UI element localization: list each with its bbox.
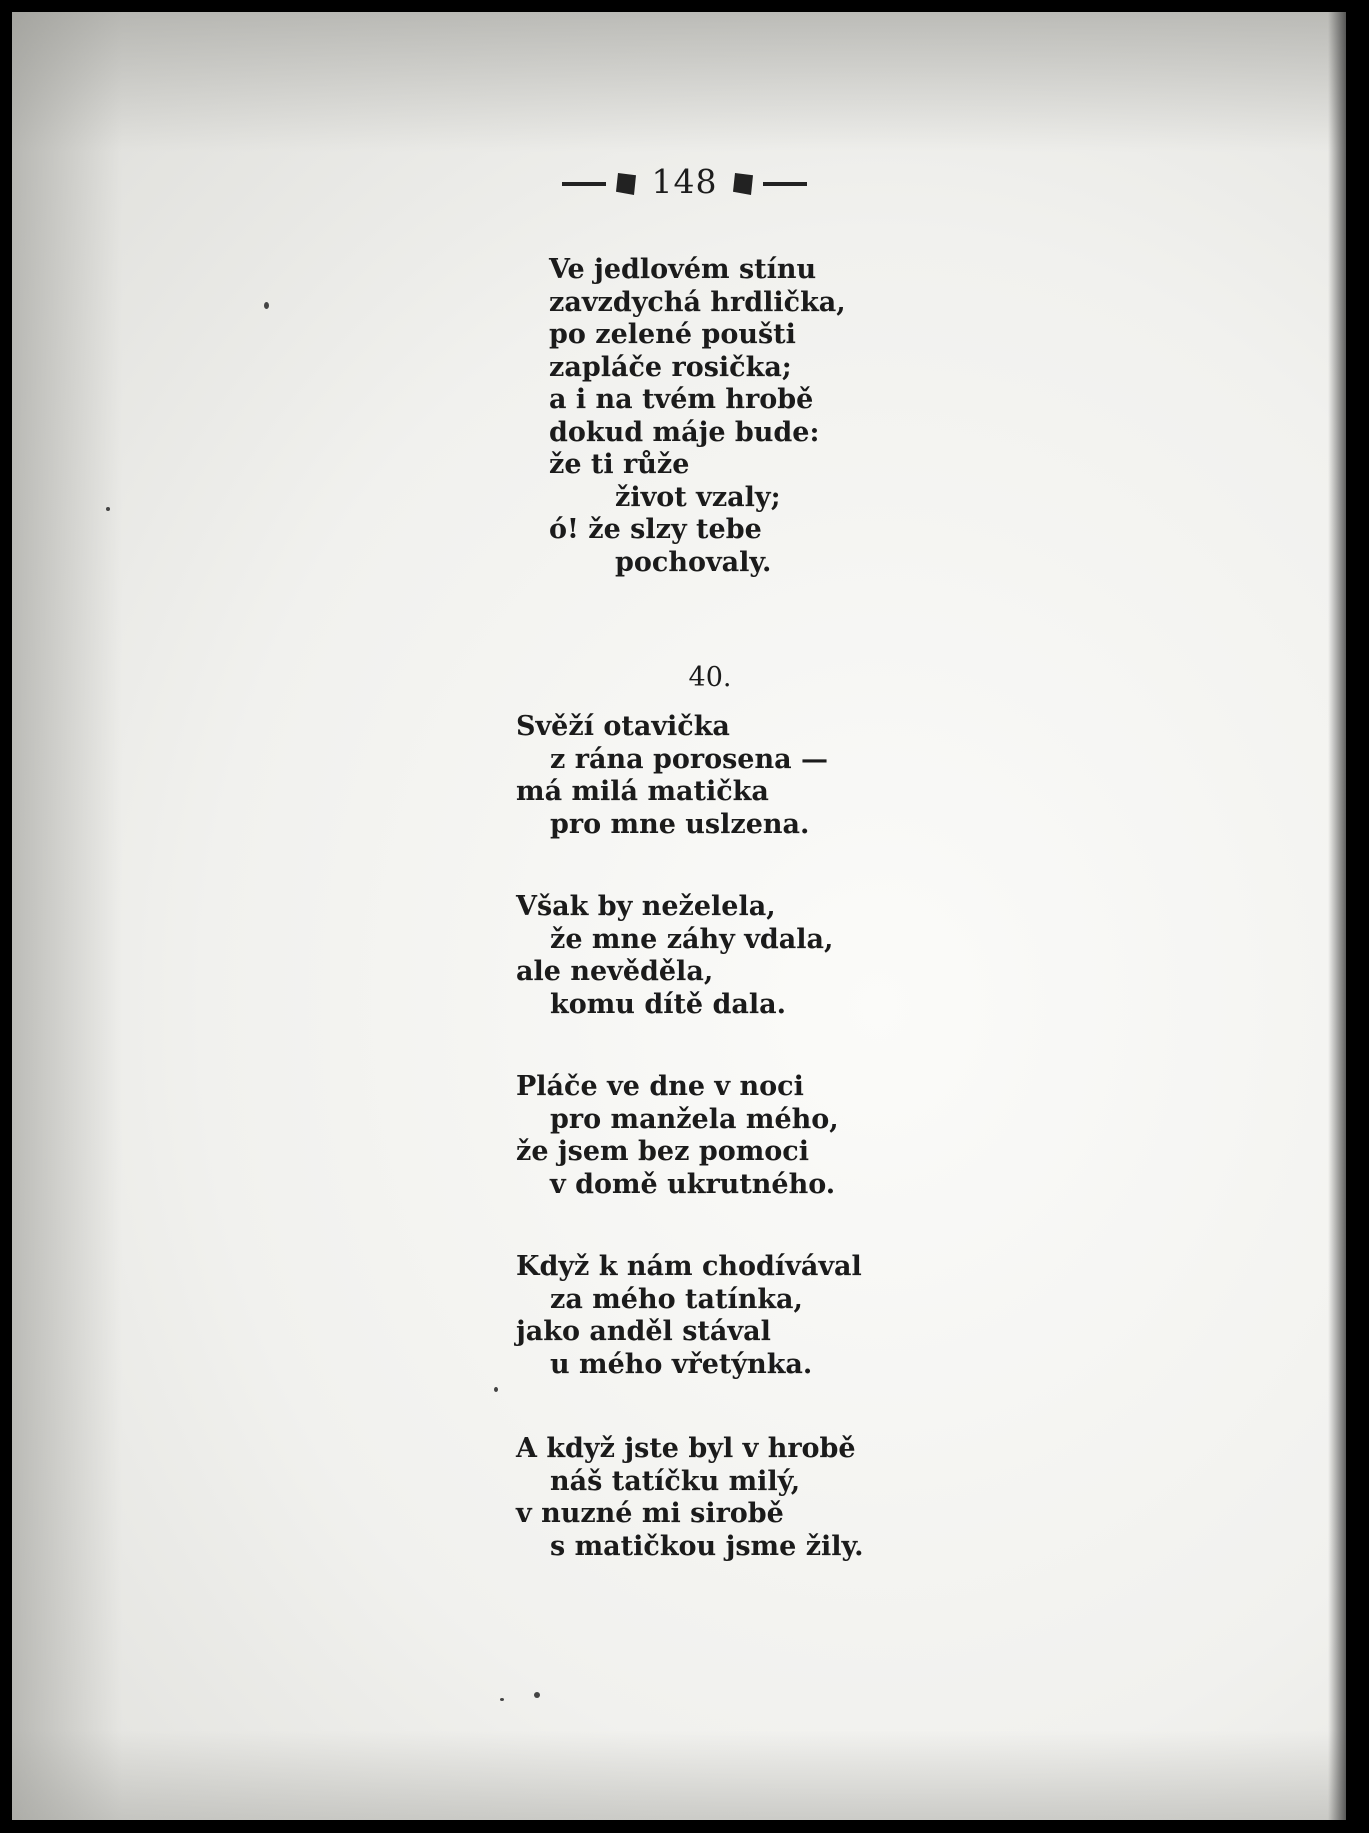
- poem-line: u mého vřetýnka.: [550, 1348, 813, 1380]
- stanza: [516, 1071, 839, 1201]
- poem-line: pro mne uslzena.: [550, 808, 810, 840]
- poem-line: ale nevěděla,: [516, 956, 714, 987]
- poem-line: Pláče ve dne v noci: [516, 1071, 804, 1102]
- poem-line: s matičkou jsme žily.: [550, 1530, 864, 1562]
- ink-speck: [494, 1387, 498, 1392]
- poem-line: život vzaly;: [615, 481, 781, 513]
- poem-line: má milá matička: [516, 776, 769, 807]
- poem-line: že jsem bez pomoci: [516, 1136, 809, 1167]
- poem-line: A když jste byl v hrobě: [516, 1433, 856, 1464]
- stanza: [516, 1251, 862, 1381]
- header-ornament-left-block: [616, 173, 636, 195]
- poem-line: Když k nám chodívával: [516, 1251, 862, 1282]
- stanza: [516, 711, 828, 841]
- poem-line: jako anděl stával: [516, 1316, 771, 1347]
- poem-line: v domě ukrutného.: [550, 1168, 836, 1200]
- poem-continued: [549, 254, 846, 579]
- poem-line: komu dítě dala.: [550, 988, 787, 1020]
- poem-line: náš tatíčku milý,: [550, 1465, 801, 1497]
- page-number: 148: [651, 162, 718, 201]
- poem-line: za mého tatínka,: [550, 1283, 803, 1315]
- poem-line: Svěží otavička: [516, 711, 730, 742]
- poem-line: zavzdychá hrdlička,: [549, 286, 846, 318]
- header-ornament-left: [562, 182, 606, 186]
- ink-speck: [500, 1698, 504, 1701]
- ink-speck: [264, 302, 269, 309]
- poem-line: že ti růže: [549, 449, 690, 480]
- poem-line: ó! že slzy tebe: [549, 514, 762, 545]
- page-header: [0, 162, 1369, 201]
- poem-line: pochovaly.: [615, 546, 772, 578]
- page-shadow-right: [1328, 12, 1346, 1820]
- poem-line: Však by neželela,: [516, 891, 776, 922]
- header-ornament-right-block: [733, 173, 753, 195]
- poem-line: pro manžela mého,: [550, 1103, 839, 1135]
- ink-speck: [106, 507, 110, 511]
- stanza: [516, 1433, 864, 1563]
- poem-line: dokud máje bude:: [549, 416, 820, 448]
- stanza: [516, 891, 833, 1021]
- ink-speck: [534, 1692, 540, 1698]
- poem-line: v nuzné mi sirobě: [516, 1498, 784, 1529]
- poem-line: z rána porosena —: [550, 743, 829, 775]
- poem-line: a i na tvém hrobě: [549, 384, 814, 415]
- page-shadow-left: [12, 12, 122, 1820]
- poem-line: Ve jedlovém stínu: [549, 254, 817, 285]
- header-ornament-right: [763, 182, 807, 186]
- poem-line: že mne záhy vdala,: [550, 923, 834, 955]
- page-shadow-top: [12, 12, 1346, 152]
- poem-number: 40.: [688, 662, 732, 693]
- page-shadow-bottom: [12, 1730, 1346, 1820]
- poem-line: po zelené poušti: [549, 319, 796, 350]
- poem-line: zapláče rosička;: [549, 351, 792, 383]
